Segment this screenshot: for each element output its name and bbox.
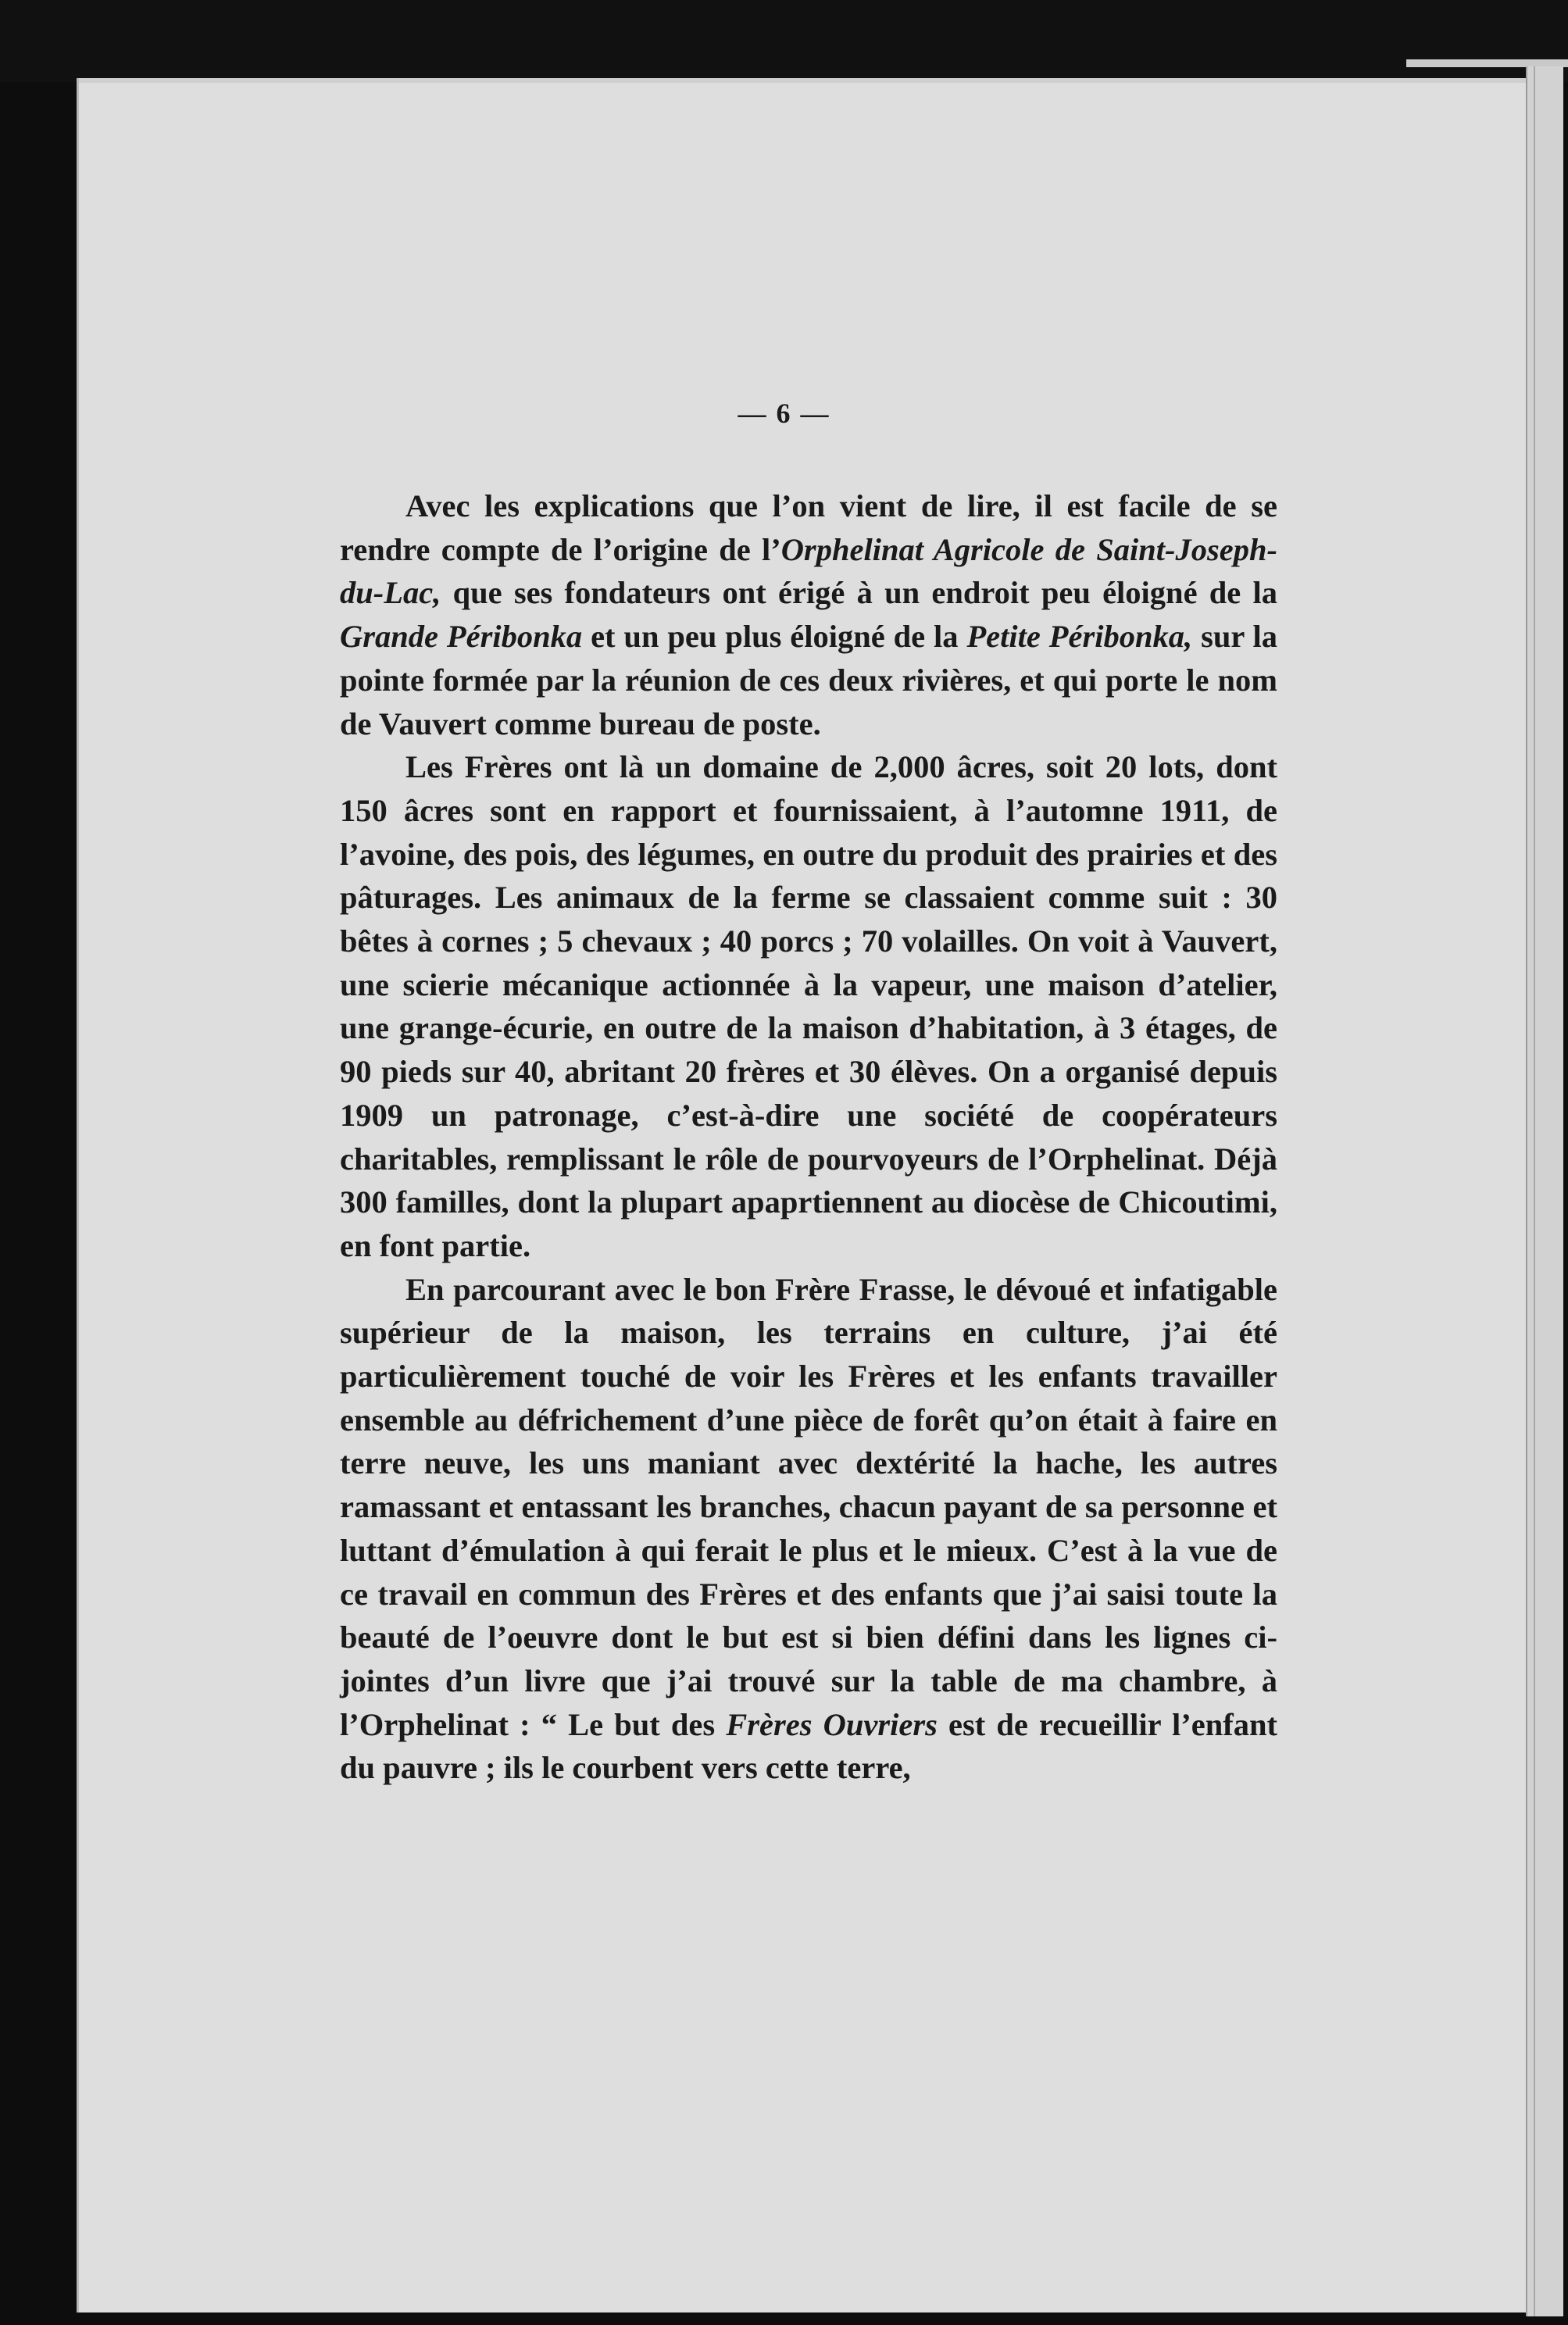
text-run-italic: Grande Péribonka xyxy=(340,619,583,655)
text-run-italic: Orphelinat Agricole de Saint-Joseph-du-Lac, xyxy=(340,531,1277,611)
text-run: est de recueillir l’enfant du pauvre ; ils le courbent vers cette terre, xyxy=(340,1706,1277,1786)
text-run: Les Frères ont là un domaine de 2,000 âcres, soit 20 lots, dont 150 âcres sont en rapport et fournissaient, à l’automne 1911, de l’avoine, des pois, des légumes, en outre du produit des prairies et des pâturages. Les animaux de la ferme se classaient comme suit : 30 bêtes à cornes ; 5 chevaux ; 40 porcs ; 70 volailles. On voit à Vauvert, une scierie mécanique actionnée à la vapeur, une maison d’atelier, une grange-écurie, en outre de la maison d’habitation, à 3 étages, de 90 pieds sur 40, abritant 20 frères et 30 élèves. On a organisé depuis 1909 un patronage, c’est-à-dire une société de coopérateurs charitables, remplissant le rôle de pourvoyeurs de l’Orphelinat. Déjà 300 familles, dont la plupart apaprtiennent au diocèse de Chicoutimi, en font partie. xyxy=(340,749,1277,1263)
paragraph xyxy=(340,745,1277,1267)
scan-top-border xyxy=(0,0,1568,82)
text-run: et un peu plus éloigné de la xyxy=(582,619,967,655)
body-text xyxy=(340,484,1277,1790)
text-run-italic: Frères Ouvriers xyxy=(726,1706,938,1742)
text-run: Avec les explications que l’on vient de lire, il est facile de se rendre compte de l’origine de l’ xyxy=(340,488,1277,567)
paragraph xyxy=(340,1268,1277,1790)
text-run-italic: Petite Péribonka, xyxy=(966,619,1193,655)
text-run: En parcourant avec le bon Frère Frasse, le dévoué et infatigable supérieur de la maison, les terrains en culture, j’ai été particulièrement touché de voir les Frères et les enfants travailler ensemble au défrichement d’une pièce de forêt qu’on était à faire en terre neuve, les uns maniant avec dextérité la hache, les autres ramassant et entassant les branches, chacun payant de sa personne et luttant d’émulation à qui ferait le plus et le mieux. C’est à la vue de ce travail en commun des Frères et des enfants que j’ai saisi toute la beauté de l’oeuvre dont le but est si bien défini dans les lignes ci-jointes d’un livre que j’ai trouvé sur la table de ma chambre, à l’Orphelinat : “ Le but des xyxy=(340,1271,1277,1742)
text-run: que ses fondateurs ont érigé à un endroit peu éloigné de la xyxy=(441,575,1277,611)
text-run: sur la pointe formée par la réunion de ces deux rivières, et qui porte le nom de Vauvert comme bureau de poste. xyxy=(340,619,1277,741)
page-number: — 6 — xyxy=(738,398,830,429)
paragraph xyxy=(340,484,1277,745)
